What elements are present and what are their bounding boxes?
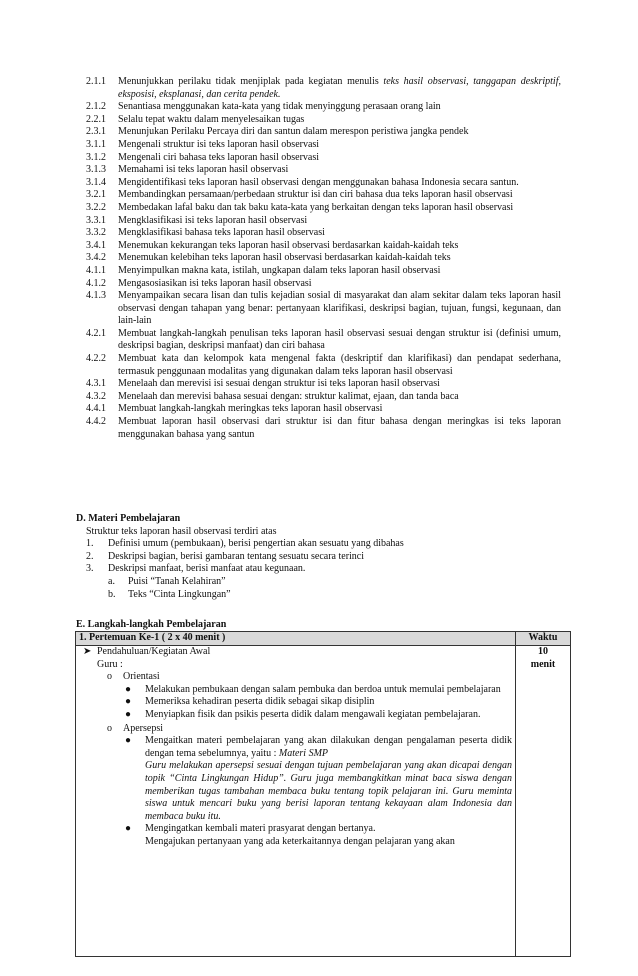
apersepsi-item-italic: Materi SMP bbox=[278, 747, 329, 759]
table-header-row bbox=[76, 632, 571, 646]
indikator-text bbox=[118, 353, 561, 378]
indikator-text-body: Menemukan kelebihan teks laporan hasil observasi berdasarkan kaidah-kaidah teks bbox=[118, 252, 451, 264]
indikator-item bbox=[86, 202, 561, 215]
indikator-text bbox=[118, 202, 561, 215]
apersepsi-note: Guru melakukan apersepsi sesuai dengan tujuan pembelajaran yang akan dicapai dengan topik “Cinta Lingkungan Hidup”. Guru juga membangkitkan minat baca siswa dengan memberikan tugas tambahan membaca buku tentang topik pelajaran ini. Guru meminta siswa untuk mencari buku yang berisi laporan tentang kekayaan alam Indonesia dan membaca buku itu. bbox=[145, 760, 512, 822]
list-text: Definisi umum (pembukaan), berisi pengertian akan sesuatu yang dibahas bbox=[108, 538, 404, 550]
list-text: Deskripsi manfaat, berisi manfaat atau kegunaan. bbox=[108, 563, 306, 575]
indikator-item bbox=[86, 391, 561, 404]
materi-section bbox=[76, 513, 566, 601]
indikator-text-body: Menunjukan Perilaku Percaya diri dan santun dalam merespon peristiwa jangka pendek bbox=[118, 126, 469, 138]
indikator-text-body: Menyimpulkan makna kata, istilah, ungkapan dalam teks laporan hasil observasi bbox=[118, 264, 441, 276]
materi-intro: Struktur teks laporan hasil observasi terdiri atas bbox=[86, 525, 277, 537]
list-number: 3. bbox=[86, 563, 94, 575]
indikator-text-body: Membandingkan persamaan/perbedaan struktur isi dan ciri bahasa dua teks laporan hasil observasi bbox=[118, 189, 513, 201]
langkah-table bbox=[75, 631, 571, 957]
apersepsi-item2-cont: Mengajukan pertanyaan yang ada keterkaitannya dengan pelajaran yang akan bbox=[145, 835, 455, 847]
indikator-text bbox=[118, 215, 561, 228]
indikator-item bbox=[86, 278, 561, 291]
waktu-header: Waktu bbox=[516, 632, 571, 646]
table-row bbox=[76, 646, 571, 957]
indikator-number: 4.3.1 bbox=[86, 378, 106, 390]
indikator-text bbox=[118, 252, 561, 265]
indikator-number: 4.1.1 bbox=[86, 264, 106, 276]
indikator-text-body: Membuat laporan hasil observasi dari struktur isi dan fitur bahasa dengan meringkas isi teks laporan menggunakan bahasa yang santun bbox=[118, 416, 561, 440]
indikator-number: 3.2.2 bbox=[86, 201, 106, 213]
indikator-number: 4.4.1 bbox=[86, 403, 106, 415]
indikator-text-body: Menelaah dan merevisi isi sesuai dengan struktur isi teks laporan hasil observasi bbox=[118, 378, 440, 390]
dot-bullet-icon: ● bbox=[125, 735, 132, 747]
indikator-number: 3.3.1 bbox=[86, 214, 106, 226]
indikator-text-body: Membedakan lafal baku dan tak baku kata-kata yang berkaitan dengan teks laporan hasil observasi bbox=[118, 201, 514, 213]
apersepsi-item2-text: Mengingatkan kembali materi prasyarat dengan bertanya. bbox=[145, 823, 376, 835]
list-item bbox=[108, 589, 566, 602]
indikator-text-body: Mengasosiasikan isi teks laporan hasil observasi bbox=[118, 277, 312, 289]
indikator-text bbox=[118, 391, 561, 404]
indikator-number: 3.4.1 bbox=[86, 239, 106, 251]
indikator-number: 3.3.2 bbox=[86, 227, 106, 239]
indikator-number: 4.2.1 bbox=[86, 327, 106, 339]
indikator-item bbox=[86, 101, 561, 114]
materi-heading: D. Materi Pembelajaran bbox=[76, 513, 181, 524]
circle-bullet-icon: o bbox=[107, 671, 112, 683]
indikator-number: 4.3.2 bbox=[86, 390, 106, 402]
indikator-text-body: Membuat kata dan kelompok kata mengenal fakta (deskriptif dan klarifikasi) dan pendapat sederhana, termasuk penggunaan modalitas yang digunakan dalam teks laporan hasil observasi bbox=[118, 353, 561, 377]
list-text: Memeriksa kehadiran peserta didik sebagai sikap disiplin bbox=[145, 696, 375, 708]
indikator-text-body: Menyampaikan secara lisan dan tulis kejadian sosial di masyarakat dan alam sekitar dalam teks laporan hasil observasi dengan tahapan yang benar: pertanyaan klarifikasi, deskripsi bagian, tujuan, fungsi, kegunaan, dan lain-lain bbox=[118, 290, 561, 327]
indikator-text-body: Selalu tepat waktu dalam menyelesaikan tugas bbox=[118, 113, 305, 125]
list-letter: b. bbox=[108, 588, 116, 600]
list-item bbox=[86, 538, 566, 551]
indikator-text-body: Mengklasifikasi isi teks laporan hasil observasi bbox=[118, 214, 308, 226]
indikator-text-body: Menelaah dan merevisi bahasa sesuai dengan: struktur kalimat, ejaan, dan tanda baca bbox=[118, 390, 459, 402]
indikator-text bbox=[118, 76, 561, 101]
indikator-number: 2.2.1 bbox=[86, 113, 106, 125]
indikator-text bbox=[118, 101, 561, 114]
indikator-item bbox=[86, 416, 561, 441]
waktu-value: 10 bbox=[538, 646, 548, 657]
indikator-text-body: Membuat langkah-langkah meringkas teks laporan hasil observasi bbox=[118, 403, 383, 415]
list-text: Teks “Cinta Lingkungan” bbox=[128, 588, 231, 600]
indikator-item bbox=[86, 290, 561, 328]
indikator-number: 4.1.3 bbox=[86, 290, 106, 302]
indikator-text bbox=[118, 265, 561, 278]
pertemuan-header: 1. Pertemuan Ke-1 ( 2 x 40 menit ) bbox=[76, 632, 516, 646]
waktu-cell bbox=[516, 646, 571, 957]
list-item bbox=[86, 563, 566, 576]
circle-bullet-icon: o bbox=[107, 722, 112, 734]
indikator-item bbox=[86, 114, 561, 127]
indikator-number: 4.2.2 bbox=[86, 353, 106, 365]
indikator-text bbox=[118, 290, 561, 328]
indikator-item bbox=[86, 76, 561, 101]
indikator-number: 3.1.2 bbox=[86, 151, 106, 163]
indikator-number: 3.1.3 bbox=[86, 164, 106, 176]
indikator-number: 3.1.1 bbox=[86, 138, 106, 150]
apersepsi-label: Apersepsi bbox=[123, 722, 163, 734]
indikator-text bbox=[118, 114, 561, 127]
indikator-number: 2.1.1 bbox=[86, 76, 106, 87]
list-text: Menyiapkan fisik dan psikis peserta didik dalam mengawali kegiatan pembelajaran. bbox=[145, 708, 481, 720]
list-item bbox=[125, 696, 512, 709]
list-item bbox=[125, 709, 512, 722]
indikator-text-body: Mengenali struktur isi teks laporan hasil observasi bbox=[118, 138, 320, 150]
list-item bbox=[108, 576, 566, 589]
dot-bullet-icon: ● bbox=[125, 696, 132, 708]
indikator-item bbox=[86, 139, 561, 152]
indikator-text bbox=[118, 126, 561, 139]
indikator-text-body: Menunjukkan perilaku tidak menjiplak pada kegiatan menulis bbox=[118, 76, 384, 87]
guru-label: Guru : bbox=[97, 658, 123, 670]
apersepsi-item-text: Mengaitkan materi pembelajaran yang akan dilakukan dengan pengalaman peserta didik dengan tema sebelumnya, yaitu : bbox=[145, 735, 512, 759]
list-item bbox=[86, 551, 566, 564]
list-text: Melakukan pembukaan dengan salam pembuka dan berdoa untuk memulai pembelajaran bbox=[145, 683, 501, 695]
indikator-item bbox=[86, 265, 561, 278]
indikator-text bbox=[118, 177, 561, 190]
indikator-number: 4.1.2 bbox=[86, 277, 106, 289]
indikator-item bbox=[86, 164, 561, 177]
indikator-number: 2.1.2 bbox=[86, 101, 106, 113]
indikator-item bbox=[86, 240, 561, 253]
indikator-text-body: Menemukan kekurangan teks laporan hasil observasi berdasarkan kaidah-kaidah teks bbox=[118, 239, 459, 251]
pendahuluan-item bbox=[83, 646, 512, 659]
indikator-text bbox=[118, 189, 561, 202]
indikator-number: 4.4.2 bbox=[86, 416, 106, 428]
indikator-text bbox=[118, 328, 561, 353]
dot-bullet-icon: ● bbox=[125, 823, 132, 835]
indikator-text-body: Mengklasifikasi bahasa teks laporan hasil observasi bbox=[118, 227, 325, 239]
list-item bbox=[125, 684, 512, 697]
indikator-text bbox=[118, 378, 561, 391]
indikator-item bbox=[86, 353, 561, 378]
indikator-item bbox=[86, 189, 561, 202]
waktu-unit: menit bbox=[530, 658, 556, 670]
indikator-number: 2.3.1 bbox=[86, 126, 106, 138]
pendahuluan-label: Pendahuluan/Kegiatan Awal bbox=[97, 646, 211, 657]
indikator-item bbox=[86, 215, 561, 228]
indikator-text-body: Mengenali ciri bahasa teks laporan hasil observasi bbox=[118, 151, 320, 163]
indikator-item bbox=[86, 378, 561, 391]
indikator-text bbox=[118, 416, 561, 441]
indikator-number: 3.4.2 bbox=[86, 252, 106, 264]
indikator-list bbox=[86, 76, 561, 441]
indikator-text bbox=[118, 278, 561, 291]
orientasi-block bbox=[107, 671, 512, 848]
list-text: Deskripsi bagian, berisi gambaran tentang sesuatu secara terinci bbox=[108, 550, 365, 562]
indikator-number: 3.1.4 bbox=[86, 176, 106, 188]
indikator-text-italic: teks hasil observasi, tanggapan deskriptif, eksposisi, eksplanasi, dan cerita pendek. bbox=[118, 76, 561, 100]
indikator-text bbox=[118, 240, 561, 253]
indikator-text bbox=[118, 164, 561, 177]
list-number: 1. bbox=[86, 538, 94, 550]
orientasi-label: Orientasi bbox=[123, 671, 160, 683]
dot-bullet-icon: ● bbox=[125, 683, 132, 695]
list-number: 2. bbox=[86, 550, 94, 562]
list-item bbox=[125, 823, 512, 848]
indikator-item bbox=[86, 152, 561, 165]
arrow-bullet-icon: ➤ bbox=[83, 646, 92, 657]
langkah-heading: E. Langkah-langkah Pembelajaran bbox=[76, 619, 227, 630]
indikator-text bbox=[118, 403, 561, 416]
indikator-item bbox=[86, 126, 561, 139]
indikator-item bbox=[86, 252, 561, 265]
indikator-text-body: Senantiasa menggunakan kata-kata yang tidak menyinggung perasaan orang lain bbox=[118, 101, 441, 113]
list-letter: a. bbox=[108, 575, 115, 587]
indikator-text bbox=[118, 152, 561, 165]
indikator-text bbox=[118, 139, 561, 152]
indikator-text-body: Memahami isi teks laporan hasil observasi bbox=[118, 164, 289, 176]
list-text: Puisi “Tanah Kelahiran” bbox=[128, 575, 226, 587]
kegiatan-cell bbox=[76, 646, 516, 957]
list-item bbox=[125, 735, 512, 823]
indikator-text-body: Membuat langkah-langkah penulisan teks laporan hasil observasi sesuai dengan struktur isi (definisi umum, deskripsi bagian, deskripsi manfaat) dan ciri bahasa bbox=[118, 327, 561, 352]
indikator-number: 3.2.1 bbox=[86, 189, 106, 201]
indikator-item bbox=[86, 403, 561, 416]
indikator-text bbox=[118, 227, 561, 240]
indikator-item bbox=[86, 227, 561, 240]
indikator-item bbox=[86, 177, 561, 190]
indikator-text-body: Mengidentifikasi teks laporan hasil observasi dengan menggunakan bahasa Indonesia secara santun. bbox=[118, 176, 519, 188]
dot-bullet-icon: ● bbox=[125, 708, 132, 720]
indikator-item bbox=[86, 328, 561, 353]
